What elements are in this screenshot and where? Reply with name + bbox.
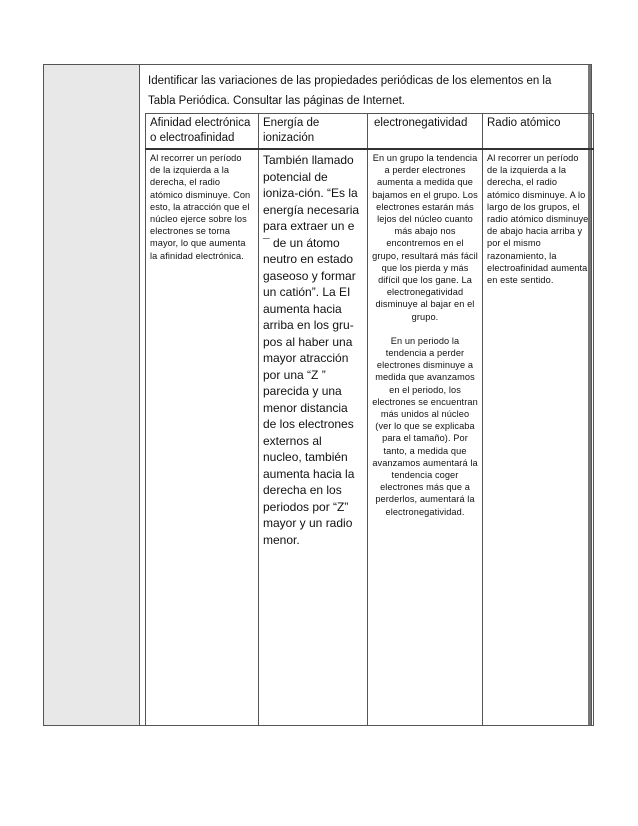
table-header-row [146, 114, 594, 150]
header-ionization-energy: Energía de ionización [259, 114, 368, 150]
table-row [146, 149, 594, 726]
header-atomic-radius: Radio atómico [483, 114, 594, 150]
ionization-energy-description: También llamado potencial de ioniza-ción. “Es la energía necesaria para extraer un e ¯ de un átomo neutro en estado gaseoso y formar un catión”. La EI aumenta hacia arriba en los gru-pos al haber una mayor atracción por una “Z ” parecida y una menor distancia de los electrones externos al nucleo, también aumenta hacia la derecha en los periodos por “Z” mayor y un radio menor. [263, 153, 360, 547]
instruction-text: Identificar las variaciones de las propiedades periódicas de los elementos en la Tabla Periódica. Consultar las páginas de Internet. [148, 75, 552, 107]
electronegativity-group-description: En un grupo la tendencia a perder electrones aumenta a medida que bajamos en el grupo. Los electrones estarán más lejos del núcleo cuanto más abajo nos encontremos en el grupo, resultará más fácil que los pierda y más difícil que los gane. La electronegatividad disminuye al bajar en el grupo. [372, 153, 478, 322]
left-margin-column [44, 65, 140, 725]
header-electron-affinity: Afinidad electrónica o electroafinidad [146, 114, 259, 150]
electronegativity-period-description: En un periodo la tendencia a perder electrones disminuye a medida que avanzamos en el periodo, los electrones se encuentran más unidos al núcleo (ver lo que se explicaba para el tamaño). Por tanto, a medida que avanzamos aumentará la tendencia coger electrones más que a perderlos, aumentará la electronegatividad. [372, 335, 478, 517]
electron-affinity-description: Al recorrer un período de la izquierda a la derecha, el radio atómico disminuye. Con esto, la atracción que el núcleo ejerce sobre los electrones se torna mayor, lo que aumenta la afinidad electrónica. [150, 153, 251, 261]
properties-table [145, 113, 594, 726]
header-electronegativity: electronegatividad [368, 114, 483, 150]
atomic-radius-description: Al recorrer un período de la izquierda a la derecha, el radio atómico disminuye. A lo largo de los grupos, el radio atómico disminuye de abajo hacia arriba y por el mismo razonamiento, la electroafinidad aumenta en este sentido. [487, 153, 589, 286]
